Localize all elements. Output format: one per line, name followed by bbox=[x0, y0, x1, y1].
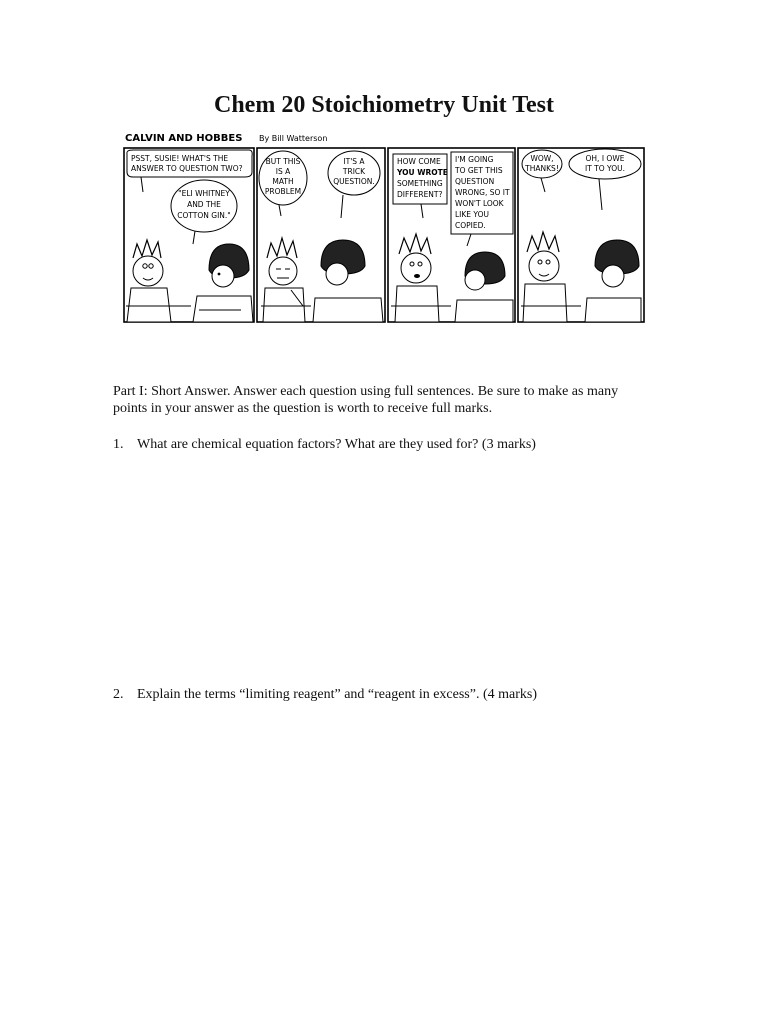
comic-p4-b2-l1: OH, I OWE bbox=[585, 154, 625, 163]
comic-p3-b2-l4: WRONG, SO IT bbox=[455, 188, 510, 197]
comic-p3-b1-l1: HOW COME bbox=[397, 157, 441, 166]
comic-p1-b2-l2: AND THE bbox=[187, 200, 221, 209]
comic-title: CALVIN AND HOBBES bbox=[125, 133, 243, 144]
comic-p3-b2-l1: I'M GOING bbox=[455, 155, 494, 164]
comic-p3-b1-l4: DIFFERENT? bbox=[397, 190, 443, 199]
question-2 bbox=[113, 686, 537, 703]
comic-panel-1 bbox=[124, 148, 254, 322]
comic-p1-b1-l2: ANSWER TO QUESTION TWO? bbox=[131, 164, 243, 173]
comic-p2-b2-l1: IT'S A bbox=[343, 157, 365, 166]
comic-p2-b1-l1: BUT THIS bbox=[265, 157, 301, 166]
comic-p2-b1-l4: PROBLEM bbox=[264, 187, 302, 196]
comic-p2-b2-l3: QUESTION. bbox=[333, 177, 375, 186]
comic-p4-b1-l2: THANKS! bbox=[525, 164, 559, 173]
comic-p3-b2-l3: QUESTION bbox=[455, 177, 495, 186]
comic-panel-2 bbox=[257, 148, 385, 322]
comic-p3-b1-l2: YOU WROTE bbox=[397, 168, 448, 177]
comic-p3-b2-l7: COPIED. bbox=[455, 221, 486, 230]
comic-panel-4 bbox=[518, 148, 644, 322]
comic-p2-b1-l3: MATH bbox=[272, 177, 294, 186]
comic-p3-b2-l2: TO GET THIS bbox=[455, 166, 503, 175]
question-1-text: What are chemical equation factors? What are they used for? (3 marks) bbox=[137, 437, 536, 452]
comic-strip bbox=[121, 128, 647, 326]
comic-p3-b2-l5: WON'T LOOK bbox=[455, 199, 504, 208]
page-title: Chem 20 Stoichiometry Unit Test bbox=[214, 92, 554, 118]
comic-p1-b2-l1: "ELI WHITNEY bbox=[178, 189, 230, 198]
comic-p3-b2-l6: LIKE YOU bbox=[455, 210, 489, 219]
comic-p2-b1-l2: IS A bbox=[275, 167, 291, 176]
question-1-number: 1. bbox=[113, 437, 124, 452]
question-1 bbox=[113, 436, 536, 453]
comic-panel-3 bbox=[388, 148, 515, 322]
comic-p2-b2-l2: TRICK bbox=[342, 167, 366, 176]
part1-instructions: Part I: Short Answer. Answer each question using full sentences. Be sure to make as many points in your answer as the question is worth to receive full marks. bbox=[113, 384, 619, 416]
comic-p4-b2-l2: IT TO YOU. bbox=[585, 164, 625, 173]
question-2-text: Explain the terms “limiting reagent” and “reagent in excess”. (4 marks) bbox=[137, 687, 538, 702]
comic-byline: By Bill Watterson bbox=[259, 134, 328, 143]
comic-p3-b1-l3: SOMETHING bbox=[397, 179, 443, 188]
comic-p1-b1-l1: PSST, SUSIE! WHAT'S THE bbox=[131, 154, 229, 163]
comic-p1-b2-l3: COTTON GIN." bbox=[177, 211, 231, 220]
question-2-number: 2. bbox=[113, 687, 124, 702]
comic-p4-b1-l1: WOW, bbox=[530, 154, 554, 163]
